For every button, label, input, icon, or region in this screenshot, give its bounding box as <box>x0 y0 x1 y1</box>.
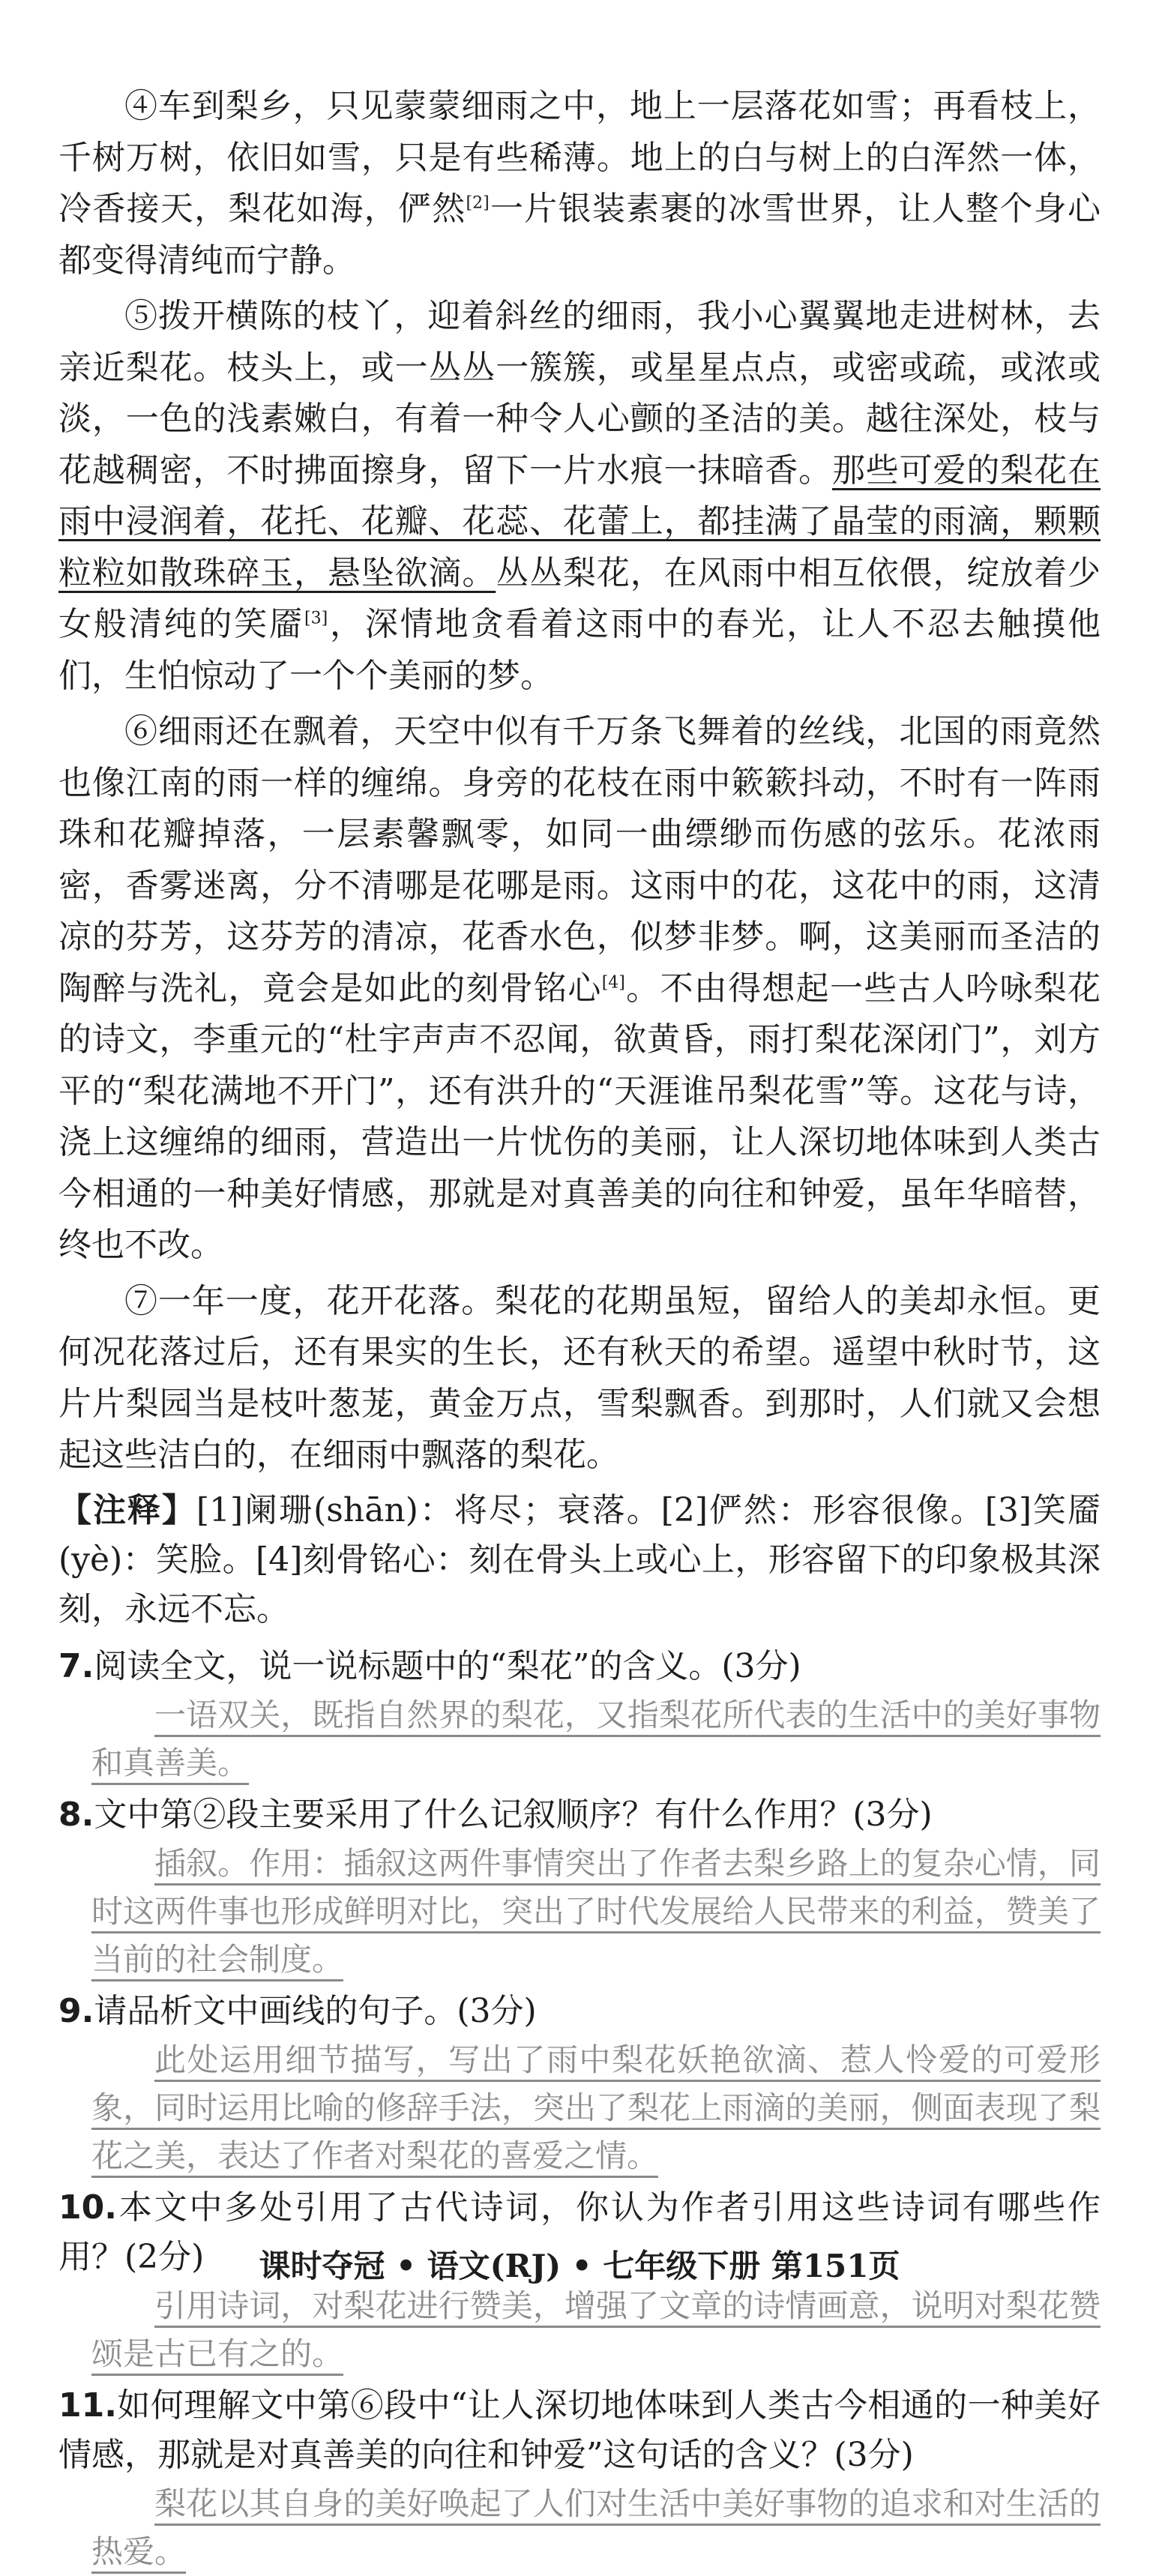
underlined-sentence: 那些可爱的梨花在雨中浸润着，花托、花瓣、花蕊、花蕾上，都挂满了晶莹的雨滴，颗颗粒粒如散珠碎玉，悬坠欲滴。 <box>58 451 1101 592</box>
paragraph-7 <box>58 1276 1101 1481</box>
paragraph-6-text-a: ⑥细雨还在飘着，天空中似有千万条飞舞着的丝线，北国的雨竟然也像江南的雨一样的缠绵。身旁的花枝在雨中簌簌抖动，不时有一阵雨珠和花瓣掉落，一层素馨飘零，如同一曲缥缈而伤感的弦乐。花浓雨密，香雾迷离，分不清哪是花哪是雨。这雨中的花，这花中的雨，这清凉的芬芳，这芬芳的清凉，花香水色，似梦非梦。啊，这美丽而圣洁的陶醉与洗礼，竟会是如此的刻骨铭心 <box>58 712 1101 1008</box>
question-number: 10. <box>58 2188 117 2227</box>
answer-text: 一语双关，既指自然界的梨花，又指梨花所代表的生活中的美好事物和真善美。 <box>91 1697 1101 1785</box>
paragraph-4 <box>58 81 1101 286</box>
paragraph-5-text-b: 丛丛梨花，在风雨中相互依偎，绽放着少女般清纯的笑靥 <box>58 553 1101 643</box>
question-text: 如何理解文中第⑥段中“让人深切地体味到人类古今相通的一种美好情感，那就是对真善美的向往和钟爱”这句话的含义？(3分) <box>58 2386 1101 2474</box>
answer-text: 此处运用细节描写，写出了雨中梨花妖艳欲滴、惹人怜爱的可爱形象，同时运用比喻的修辞手法，突出了梨花上雨滴的美丽，侧面表现了梨花之美，表达了作者对梨花的喜爱之情。 <box>91 2041 1101 2178</box>
question-number: 11. <box>58 2386 117 2425</box>
page-footer: 课时夺冠 • 语文(RJ) • 七年级下册 第151页 <box>259 2248 900 2284</box>
question-number: 9. <box>58 1991 94 2030</box>
footnote-mark-3: [3] <box>304 609 328 628</box>
paragraph-4-text: ④车到梨乡，只见蒙蒙细雨之中，地上一层落花如雪；再看枝上，千树万树，依旧如雪，只是有些稀薄。地上的白与树上的白浑然一体，冷香接天，梨花如海，俨然 <box>58 87 1101 228</box>
answer-text: 插叙。作用：插叙这两件事情突出了作者去梨乡路上的复杂心情，同时这两件事也形成鲜明对比，突出了时代发展给人民带来的利益，赞美了当前的社会制度。 <box>91 1845 1101 1981</box>
paragraph-4-tail: 一片银装素裹的冰雪世界，让人整个身心都变得清纯而宁静。 <box>58 190 1101 280</box>
paragraph-6-text-b: 。不由得想起一些古人吟咏梨花的诗文，李重元的“杜宇声声不忍闻，欲黄昏，雨打梨花深闭门”，刘方平的“梨花满地不开门”，还有洪升的“天涯谁吊梨花雪”等。这花与诗，浇上这缠绵的细雨，营造出一片忧伤的美丽，让人深切地体味到人类古今相通的一种美好情感，那就是对真善美的向往和钟爱，虽年华暗替，终也不改。 <box>58 969 1101 1264</box>
question-9 <box>58 1987 1101 2180</box>
footnote-mark-4: [4] <box>601 972 625 992</box>
question-number: 7. <box>58 1646 94 1685</box>
annotations-label: 【注释】 <box>58 1490 196 1529</box>
question-text: 本文中多处引用了古代诗词，你认为作者引用这些诗词有哪些作用？(2分) <box>58 2188 1101 2276</box>
question-text: 文中第②段主要采用了什么记叙顺序？有什么作用？(3分) <box>94 1795 933 1834</box>
question-8 <box>58 1790 1101 1984</box>
question-text: 阅读全文，说一说标题中的“梨花”的含义。(3分) <box>94 1646 801 1685</box>
answer-text: 梨花以其自身的美好唤起了人们对生活中美好事物的追求和对生活的热爱。 <box>91 2485 1101 2574</box>
question-11 <box>58 2381 1101 2576</box>
paragraph-5 <box>58 291 1101 702</box>
question-text: 请品析文中画线的句子。(3分) <box>94 1991 537 2030</box>
question-7 <box>58 1642 1101 1787</box>
footnote-mark-2: [2] <box>466 193 490 213</box>
paragraph-5-text-a: ⑤拨开横陈的枝丫，迎着斜丝的细雨，我小心翼翼地走进树林，去亲近梨花。枝头上，或一丛丛一簇簇，或星星点点，或密或疏，或浓或淡，一色的浅素嫩白，有着一种令人心颤的圣洁的美。越往深处，枝与花越稠密，不时拂面擦身，留下一片水痕一抹暗香。 <box>58 297 1101 490</box>
annotations-text: [1]阑珊(shān)：将尽；衰落。[2]俨然：形容很像。[3]笑靥(yè)：笑脸。[4]刻骨铭心：刻在骨头上或心上，形容留下的印象极其深刻，永远不忘。 <box>58 1490 1101 1628</box>
paragraph-5-text-c: ，深情地贪看着这雨中的春光，让人不忍去触摸他们，生怕惊动了一个个美丽的梦。 <box>58 605 1101 695</box>
paragraph-6 <box>58 706 1101 1272</box>
paragraph-7-text: ⑦一年一度，花开花落。梨花的花期虽短，留给人的美却永恒。更何况花落过后，还有果实的生长，还有秋天的希望。遥望中秋时节，这片片梨园当是枝叶葱茏，黄金万点，雪梨飘香。到那时，人们就又会想起这些洁白的，在细雨中飘落的梨花。 <box>58 1281 1101 1474</box>
question-number: 8. <box>58 1795 94 1834</box>
answer-text: 引用诗词，对梨花进行赞美，增强了文章的诗情画意，说明对梨花赞颂是古已有之的。 <box>91 2287 1101 2376</box>
annotations <box>58 1486 1101 1634</box>
